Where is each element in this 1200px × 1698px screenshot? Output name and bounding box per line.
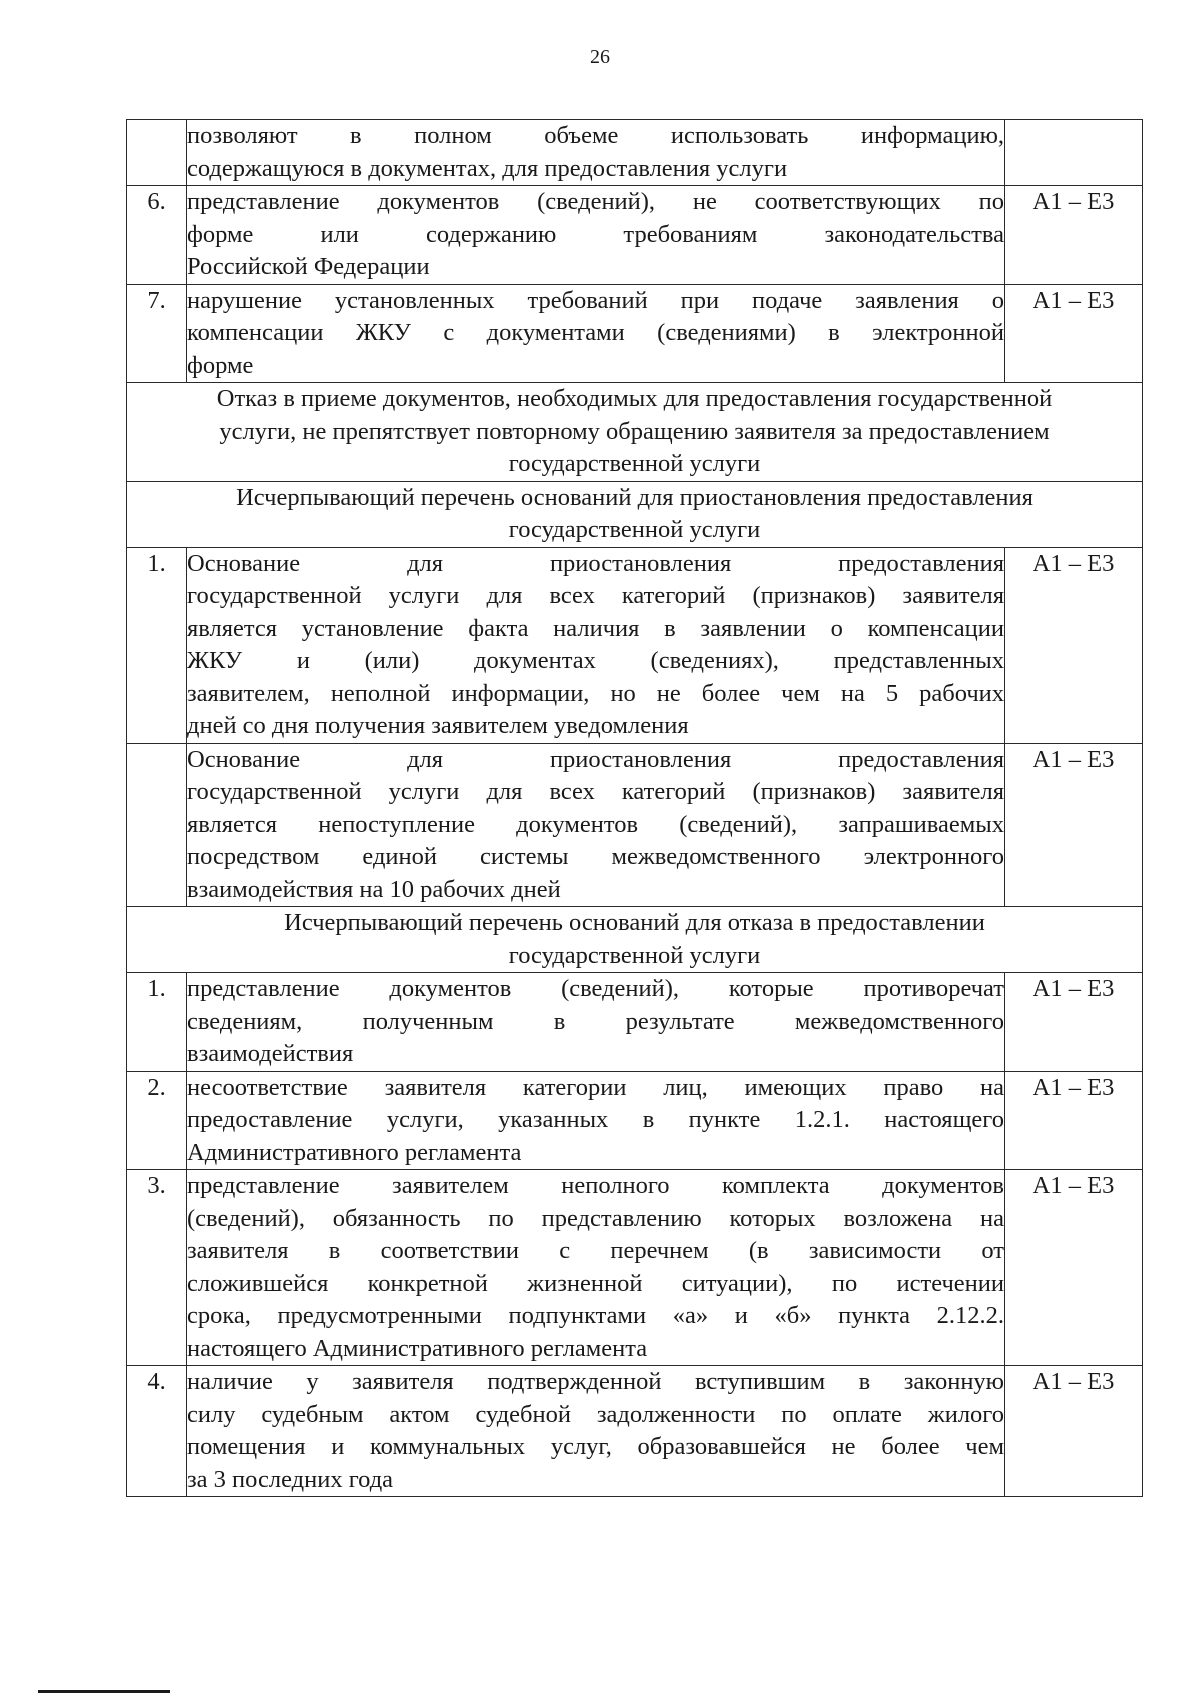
category-code: А1 – Е3 [1005,1170,1143,1366]
section-heading-cell [127,383,1143,482]
ground-text-line: за 3 последних года [187,1465,394,1493]
ground-text-cell [187,1170,1005,1366]
ground-text-line: ЖКУ и (или) документах (сведениях), представленных [187,647,1004,674]
table-row [127,120,1143,186]
ground-text-line: форме или содержанию требованиям законодательства [187,220,1004,248]
footnote-separator [38,1690,170,1693]
row-number: 4. [127,1366,187,1497]
ground-text-line: (сведений), обязанность по представлению которых возложена на [187,1204,1004,1232]
section-heading-line: государственной услуги [508,941,761,969]
ground-text-line: предоставление услуги, указанных в пункте 1.2.1. настоящего [187,1106,1004,1133]
ground-text-cell [187,973,1005,1072]
section-heading-line: услуги, не препятствует повторному обращению заявителя за предоставлением [219,417,1050,445]
section-row [127,481,1143,547]
category-code [1005,120,1143,186]
section-row [127,383,1143,482]
ground-text-line: срока, предусмотренными подпунктами «а» и «б» пункта 2.12.2. [187,1302,1004,1329]
ground-text-cell [187,186,1005,285]
ground-text-line: Российской Федерации [187,253,430,280]
ground-text-line: сложившейся конкретной жизненной ситуации), по истечении [187,1269,1004,1297]
table-row [127,547,1143,743]
ground-text-line: государственной услуги для всех категорий (признаков) заявителя [187,582,1004,609]
ground-text-line: заявителя в соответствии с перечнем (в зависимости от [187,1237,1004,1264]
category-code: А1 – Е3 [1005,284,1143,383]
section-heading-cell [127,907,1143,973]
ground-text-line: нарушение установленных требований при подаче заявления о [187,286,1004,314]
ground-text-cell [187,743,1005,907]
ground-text-cell [187,284,1005,383]
ground-text-cell [187,120,1005,186]
ground-text-line: представление документов (сведений), которые противоречат [187,975,1004,1002]
grounds-table-body [127,120,1143,1497]
ground-text-line: несоответствие заявителя категории лиц, имеющих право на [187,1073,1004,1101]
ground-text-line: форме [187,351,254,379]
row-number: 1. [127,547,187,743]
ground-text-cell [187,1071,1005,1170]
ground-text-line: взаимодействия [187,1040,354,1067]
row-number: 3. [127,1170,187,1366]
section-heading-line: Исчерпывающий перечень оснований для отказа в предоставлении [284,909,985,936]
ground-text-line: государственной услуги для всех категорий (признаков) заявителя [187,778,1004,805]
ground-text-line: дней со дня получения заявителем уведомления [187,712,689,739]
ground-text-line: является непоступление документов (сведений), запрашиваемых [187,810,1004,838]
table-row [127,284,1143,383]
ground-text-line: представление заявителем неполного комплекта документов [187,1172,1004,1199]
ground-text-line: содержащуюся в документах, для предоставления услуги [187,154,788,182]
ground-text-line: настоящего Административного регламента [187,1334,648,1362]
ground-text-line: взаимодействия на 10 рабочих дней [187,875,561,903]
category-code: А1 – Е3 [1005,547,1143,743]
ground-text-line: позволяют в полном объеме использовать информацию, [187,122,1004,149]
category-code: А1 – Е3 [1005,186,1143,285]
category-code: А1 – Е3 [1005,1071,1143,1170]
ground-text-line: посредством единой системы межведомственного электронного [187,843,1004,870]
table-row [127,973,1143,1072]
ground-text-line: Основание для приостановления предоставления [187,745,1004,773]
section-heading-cell [127,481,1143,547]
table-row [127,1366,1143,1497]
ground-text-line: компенсации ЖКУ с документами (сведениями) в электронной [187,319,1004,346]
ground-text-line: Административного регламента [187,1138,522,1166]
ground-text-line: силу судебным актом судебной задолженности по оплате жилого [187,1400,1004,1428]
row-number [127,743,187,907]
ground-text-cell [187,547,1005,743]
section-heading-line: Исчерпывающий перечень оснований для приостановления предоставления [236,483,1033,511]
ground-text-line: помещения и коммунальных услуг, образовавшейся не более чем [187,1433,1004,1460]
row-number: 1. [127,973,187,1072]
row-number: 2. [127,1071,187,1170]
table-row [127,1071,1143,1170]
ground-text-line: наличие у заявителя подтвержденной вступившим в законную [187,1368,1004,1395]
ground-text-line: Основание для приостановления предоставления [187,549,1004,577]
table-row [127,1170,1143,1366]
row-number: 6. [127,186,187,285]
section-heading-line: государственной услуги [508,516,761,543]
section-row [127,907,1143,973]
row-number [127,120,187,186]
grounds-table [126,119,1143,1497]
category-code: А1 – Е3 [1005,973,1143,1072]
section-heading-line: государственной услуги [508,450,761,477]
category-code: А1 – Е3 [1005,1366,1143,1497]
table-row [127,743,1143,907]
ground-text-line: сведениям, полученным в результате межведомственного [187,1007,1004,1035]
ground-text-line: заявителем, неполной информации, но не более чем на 5 рабочих [187,679,1004,707]
ground-text-line: является установление факта наличия в заявлении о компенсации [187,614,1004,642]
page-number: 26 [590,46,610,68]
section-heading-line: Отказ в приеме документов, необходимых для предоставления государственной [216,385,1053,412]
ground-text-line: представление документов (сведений), не соответствующих по [187,188,1004,215]
ground-text-cell [187,1366,1005,1497]
table-row [127,186,1143,285]
category-code: А1 – Е3 [1005,743,1143,907]
row-number: 7. [127,284,187,383]
